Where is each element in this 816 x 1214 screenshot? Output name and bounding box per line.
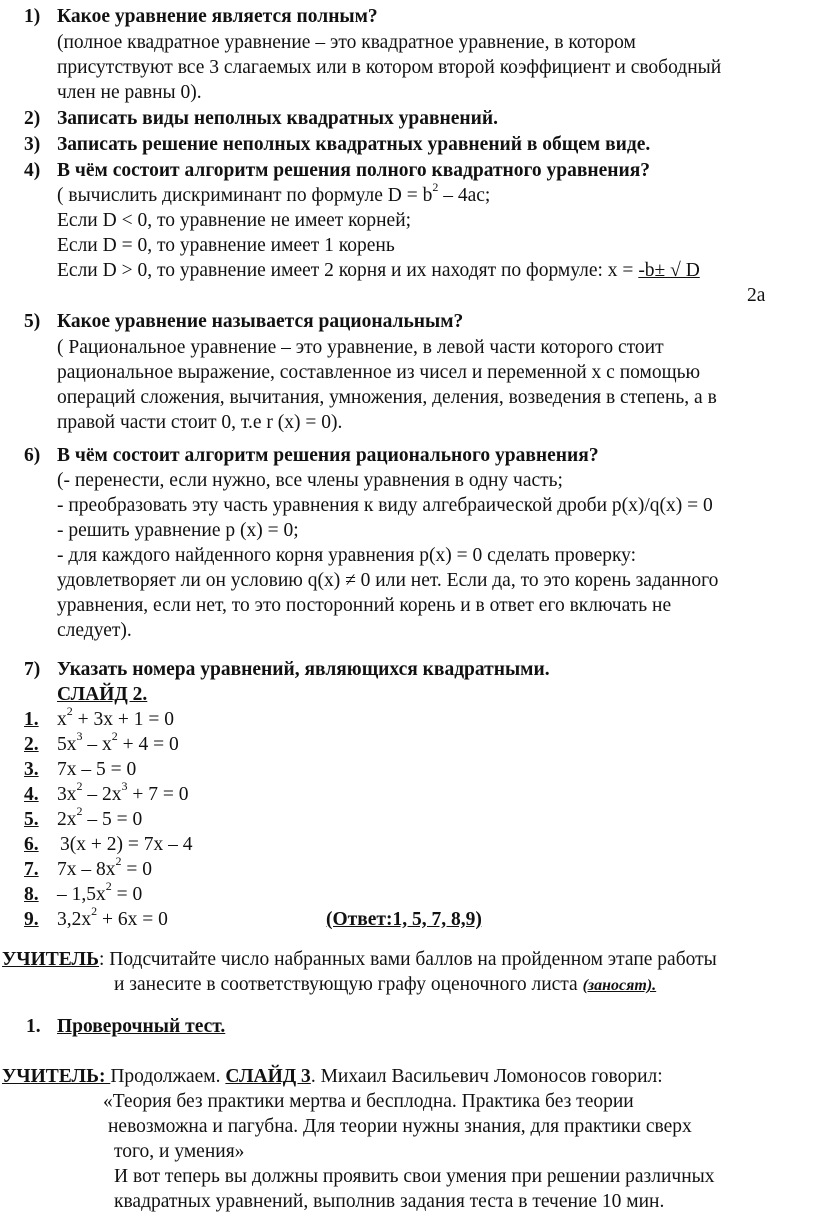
question-5-title: Какое уравнение называется рациональным? <box>57 311 464 332</box>
superscript: 2 <box>76 778 83 793</box>
roots-formula-denominator: 2a <box>747 285 766 306</box>
question-1-answer-line: присутствуют все 3 слагаемых или в котором второй коэффициент и свободный <box>57 57 722 78</box>
discriminant-formula-line <box>57 179 491 208</box>
teacher-note-2 <box>2 1064 663 1089</box>
instruction-line: квадратных уравнений, выполнив задания теста в течение 10 мин. <box>114 1191 665 1212</box>
question-7-number: 7) <box>24 659 41 680</box>
answer-key: (Ответ:1, 5, 7, 8,9) <box>326 909 482 930</box>
equation-part: – 1,5x <box>57 884 106 905</box>
quote-line: невозможна и пагубна. Для теории нужны знания, для практики сверх <box>108 1116 692 1137</box>
roots-formula-numerator: -b± √ D <box>638 260 700 281</box>
question-3-number: 3) <box>24 134 41 155</box>
equation-number: 2. <box>24 734 39 755</box>
question-6-answer-line: удовлетворяет ли он условию q(x) ≠ 0 или нет. Если да, то это корень заданного <box>57 570 719 591</box>
equation-part: 5x <box>57 734 77 755</box>
equation-text <box>57 803 143 832</box>
equation-text: 7x – 5 = 0 <box>57 759 137 780</box>
discriminant-formula-text: ( вычислить дискриминант по формуле D = b <box>57 185 433 206</box>
equation-part: x <box>57 709 67 730</box>
question-6-number: 6) <box>24 445 41 466</box>
question-5-number: 5) <box>24 311 41 332</box>
equation-text <box>57 878 143 907</box>
equation-number: 7. <box>24 859 39 880</box>
case-one-root: Если D = 0, то уравнение имеет 1 корень <box>57 235 395 256</box>
equation-text <box>57 853 152 882</box>
question-5-answer-line: операций сложения, вычитания, умножения, деления, возведения в степень, а в <box>57 387 717 408</box>
question-2-number: 2) <box>24 108 41 129</box>
superscript: 2 <box>66 703 73 718</box>
teacher-note-remark: (заносят). <box>582 977 657 994</box>
superscript: 2 <box>111 728 118 743</box>
teacher-note-1-line2 <box>114 972 656 998</box>
equation-number: 5. <box>24 809 39 830</box>
equation-part: + 3x + 1 = 0 <box>72 709 174 730</box>
instruction-line: И вот теперь вы должны проявить свои умения при решении различных <box>114 1166 715 1187</box>
slide-2-label: СЛАЙД 2. <box>57 684 148 705</box>
equation-part: – x <box>82 734 112 755</box>
equation-number: 3. <box>24 759 39 780</box>
question-4-number: 4) <box>24 160 41 181</box>
equation-number: 9. <box>24 909 39 930</box>
question-6-answer-line: - преобразовать эту часть уравнения к виду алгебраической дроби p(x)/q(x) = 0 <box>57 495 713 516</box>
question-6-answer-line: (- перенести, если нужно, все члены уравнения в одну часть; <box>57 470 563 491</box>
equation-part: – 2x <box>82 784 122 805</box>
question-6-answer-line: - для каждого найденного корня уравнения p(x) = 0 сделать проверку: <box>57 545 637 566</box>
superscript: 2 <box>432 179 439 194</box>
question-6-answer-line: следует). <box>57 620 132 641</box>
quote-line: того, и умения» <box>114 1141 245 1162</box>
case-no-roots: Если D < 0, то уравнение не имеет корней; <box>57 210 412 231</box>
equation-part: = 0 <box>121 859 152 880</box>
question-1-number: 1) <box>24 6 41 27</box>
superscript: 2 <box>115 853 122 868</box>
equation-part: 2x <box>57 809 77 830</box>
question-1-answer-line: (полное квадратное уравнение – это квадратное уравнение, в котором <box>57 32 636 53</box>
equation-text <box>57 728 179 757</box>
teacher-label: УЧИТЕЛЬ: <box>2 1066 111 1087</box>
equation-part: – 5 = 0 <box>82 809 143 830</box>
equation-text <box>57 903 168 932</box>
question-3-title: Записать решение неполных квадратных уравнений в общем виде. <box>57 134 651 155</box>
question-6-answer-line: уравнения, если нет, то это посторонний корень и в ответ его включать не <box>57 595 672 616</box>
question-6-answer-line: - решить уравнение p (x) = 0; <box>57 520 299 541</box>
question-5-answer-line: ( Рациональное уравнение – это уравнение, в левой части которого стоит <box>57 337 664 358</box>
superscript: 2 <box>76 803 83 818</box>
question-6-title: В чём состоит алгоритм решения рационального уравнения? <box>57 445 599 466</box>
teacher-note-text: и занесите в соответствующую графу оценочного листа <box>114 974 583 995</box>
quote-line: «Теория без практики мертва и бесплодна. Практика без теории <box>103 1091 634 1112</box>
superscript: 3 <box>121 778 128 793</box>
teacher-note-text: Продолжаем. <box>110 1066 226 1087</box>
discriminant-formula-text: – 4ac; <box>438 185 491 206</box>
equation-number: 8. <box>24 884 39 905</box>
equation-part: + 4 = 0 <box>117 734 179 755</box>
teacher-note-1 <box>2 947 717 972</box>
question-5-answer-line: правой части стоит 0, т.е r (x) = 0). <box>57 412 343 433</box>
case-two-roots-text: Если D > 0, то уравнение имеет 2 корня и их находят по формуле: x = <box>57 260 639 281</box>
equation-number: 4. <box>24 784 39 805</box>
equation-part: = 0 <box>111 884 143 905</box>
equation-part: 7x – 8x <box>57 859 116 880</box>
superscript: 2 <box>91 903 98 918</box>
equation-text: 3(x + 2) = 7x – 4 <box>60 834 193 855</box>
equation-part: 3x <box>57 784 77 805</box>
question-2-title: Записать виды неполных квадратных уравнений. <box>57 108 499 129</box>
equation-part: 3,2x <box>57 909 92 930</box>
equation-part: + 6x = 0 <box>97 909 168 930</box>
test-number: 1. <box>26 1016 41 1037</box>
case-two-roots <box>57 258 700 283</box>
slide-3-label: СЛАЙД 3 <box>225 1066 311 1087</box>
question-4-title: В чём состоит алгоритм решения полного квадратного уравнения? <box>57 160 651 181</box>
teacher-label: УЧИТЕЛЬ <box>2 949 99 970</box>
equation-number: 1. <box>24 709 39 730</box>
equation-part: + 7 = 0 <box>127 784 189 805</box>
teacher-note-text: . Михаил Васильевич Ломоносов говорил: <box>310 1066 663 1087</box>
question-7-title: Указать номера уравнений, являющихся квадратными. <box>57 659 550 680</box>
teacher-note-text: : Подсчитайте число набранных вами баллов на пройденном этапе работы <box>98 949 717 970</box>
superscript: 2 <box>105 878 112 893</box>
superscript: 3 <box>76 728 83 743</box>
test-title: Проверочный тест. <box>57 1016 226 1037</box>
question-5-answer-line: рациональное выражение, составленное из чисел и переменной x с помощью <box>57 362 701 383</box>
question-1-answer-line: член не равны 0). <box>57 82 202 103</box>
question-1-title: Какое уравнение является полным? <box>57 6 378 27</box>
equation-number: 6. <box>24 834 39 855</box>
